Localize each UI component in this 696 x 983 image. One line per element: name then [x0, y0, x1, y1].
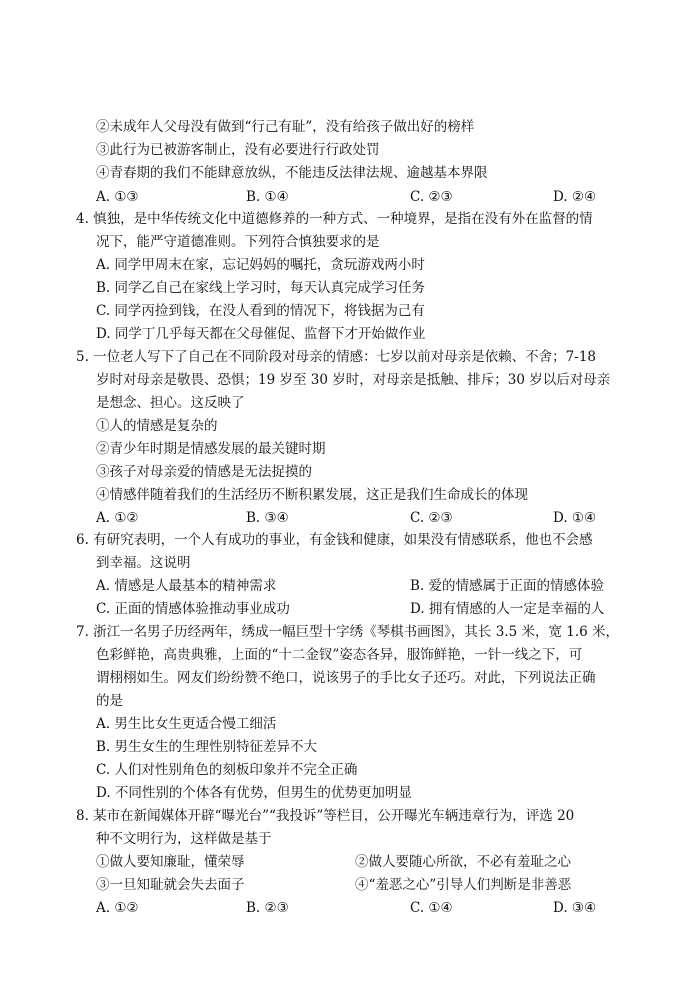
q5-option-c: C. ②③: [410, 510, 453, 526]
q7-stem-line1: 7. 浙江一名男子历经两年，绣成一幅巨型十字绣《琴棋书画图》，其长 3.5 米，宽 1.6 米，: [76, 624, 620, 640]
q5-statement-3: ③孩子对母亲爱的情感是无法捉摸的: [96, 464, 312, 480]
q4-option-b: B. 同学乙自己在家线上学习时，每天认真完成学习任务: [96, 280, 426, 296]
q4-option-c: C. 同学丙捡到钱，在没人看到的情况下，将钱据为己有: [96, 303, 425, 319]
q4-stem-line1: 4. 慎独，是中华传统文化中道德修养的一种方式、一种境界，是指在没有外在监督的情: [76, 211, 593, 227]
q8-statement-3: ③一旦知耻就会失去面子: [96, 877, 245, 893]
q4-stem-line2: 况下，能严守道德准则。下列符合慎独要求的是: [96, 234, 380, 250]
q6-stem-line2: 到幸福。这说明: [96, 555, 191, 571]
q7-option-c: C. 人们对性别角色的刻板印象并不完全正确: [96, 762, 358, 778]
q5-option-d: D. ①④: [553, 510, 597, 526]
q8-stem-line1: 8. 某市在新闻媒体开辟“曝光台”“我投诉”等栏目，公开曝光车辆违章行为，评选 20: [76, 808, 575, 824]
q3-statement-3: ③此行为已被游客制止，没有必要进行行政处罚: [96, 142, 380, 158]
q5-stem-line1: 5. 一位老人写下了自己在不同阶段对母亲的情感：七岁以前对母亲是依赖、不舍；7-18: [76, 349, 596, 365]
q6-stem-line1: 6. 有研究表明，一个人有成功的事业，有金钱和健康，如果没有情感联系，他也不会感: [76, 532, 593, 548]
q8-option-d: D. ③④: [553, 900, 597, 916]
q6-option-d: D. 拥有情感的人一定是幸福的人: [410, 601, 605, 617]
q8-option-c: C. ①④: [410, 900, 453, 916]
q3-option-a: A. ①③: [96, 189, 139, 205]
q5-statement-2: ②青少年时期是情感发展的最关键时期: [96, 441, 326, 457]
q8-option-b: B. ②③: [246, 900, 289, 916]
q6-option-b: B. 爱的情感属于正面的情感体验: [410, 578, 605, 594]
q5-statement-1: ①人的情感是复杂的: [96, 418, 218, 434]
q5-option-a: A. ①②: [96, 510, 139, 526]
q7-option-a: A. 男生比女生更适合慢工细活: [96, 716, 277, 732]
q3-option-c: C. ②③: [410, 189, 453, 205]
q5-statement-4: ④情感伴随着我们的生活经历不断积累发展，这正是我们生命成长的体现: [96, 487, 528, 503]
q5-stem-line2: 岁时对母亲是敬畏、恐惧；19 岁至 30 岁时，对母亲是抵触、排斥；30 岁以后对母亲: [96, 372, 611, 388]
q8-statement-4: ④“羞恶之心”引导人们判断是非善恶: [355, 877, 572, 893]
q3-statement-2: ②未成年人父母没有做到“行己有耻”，没有给孩子做出好的榜样: [96, 119, 475, 135]
q5-stem-line3: 是想念、担心。这反映了: [96, 395, 245, 411]
q4-option-d: D. 同学丁几乎每天都在父母催促、监督下才开始做作业: [96, 326, 426, 342]
q8-statement-1: ①做人要知廉耻，懂荣辱: [96, 854, 245, 870]
q3-statement-4: ④青春期的我们不能肆意放纵，不能违反法律法规、逾越基本界限: [96, 165, 488, 181]
q7-stem-line4: 的是: [96, 693, 123, 709]
q7-option-d: D. 不同性别的个体各有优势，但男生的优势更加明显: [96, 785, 412, 801]
q8-statement-2: ②做人要随心所欲，不必有羞耻之心: [355, 854, 571, 870]
q6-option-c: C. 正面的情感体验推动事业成功: [96, 601, 290, 617]
q6-option-a: A. 情感是人最基本的精神需求: [96, 578, 277, 594]
q8-option-a: A. ①②: [96, 900, 139, 916]
q5-option-b: B. ③④: [246, 510, 289, 526]
q3-option-b: B. ①④: [246, 189, 289, 205]
q3-option-d: D. ②④: [553, 189, 597, 205]
q7-stem-line3: 谓栩栩如生。网友们纷纷赞不绝口，说该男子的手比女子还巧。对此，下列说法正确: [96, 670, 596, 686]
q4-option-a: A. 同学甲周末在家，忘记妈妈的嘱托，贪玩游戏两小时: [96, 257, 425, 273]
q7-option-b: B. 男生女生的生理性别特征差异不大: [96, 739, 318, 755]
q7-stem-line2: 色彩鲜艳，高贵典雅，上面的“十二金钗”姿态各异，服饰鲜艳，一针一线之下，可: [96, 647, 583, 663]
q8-stem-line2: 种不文明行为，这样做是基于: [96, 831, 272, 847]
